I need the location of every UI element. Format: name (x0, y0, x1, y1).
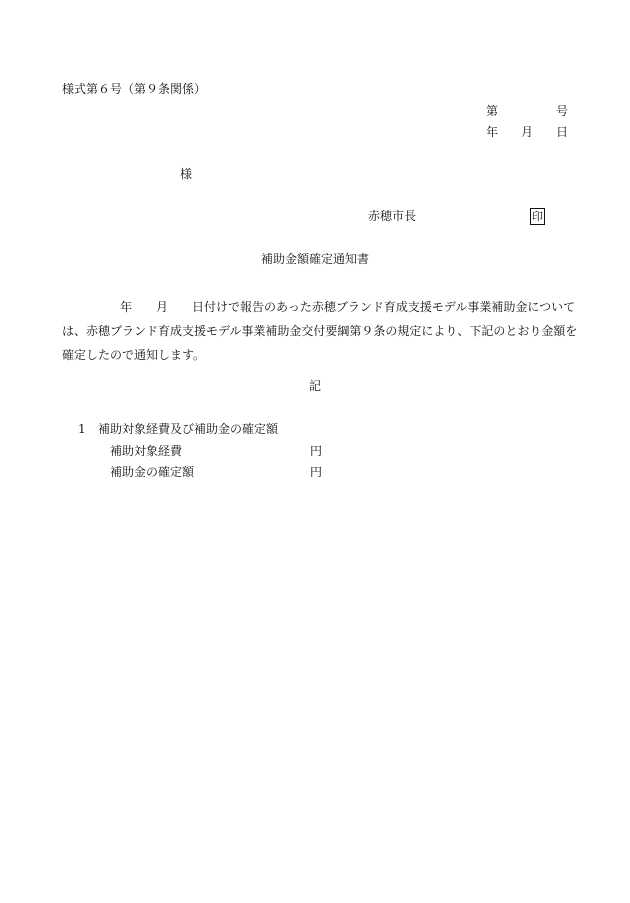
document-number-suffix: 号 (556, 104, 569, 118)
subsidy-eligible-cost-label: 補助対象経費 (110, 444, 183, 458)
body-paragraph (62, 295, 578, 367)
subsidy-confirmed-amount-unit: 円 (310, 465, 323, 479)
date-year-label: 年 (486, 125, 499, 139)
document-number-prefix: 第 (486, 104, 499, 118)
addressee-honorific: 様 (180, 167, 193, 181)
body-line-3: 確定したので通知します。 (62, 348, 206, 362)
body-line-1 (62, 295, 576, 319)
sender-name: 赤穂市長 (368, 209, 417, 223)
subsidy-confirmed-amount-label: 補助金の確定額 (110, 465, 195, 479)
document-title: 補助金額確定通知書 (260, 252, 369, 266)
date-month-label: 月 (521, 125, 534, 139)
subsidy-eligible-cost-unit: 円 (310, 444, 323, 458)
item-heading: 補助対象経費及び補助金の確定額 (98, 422, 279, 436)
ki-heading: 記 (308, 379, 321, 393)
form-number-label: 様式第６号（第９条関係） (62, 82, 207, 96)
body-year-label: 年 (120, 300, 133, 314)
seal-icon: 印 (532, 210, 543, 223)
date-day-label: 日 (556, 125, 569, 139)
body-month-label: 月 (156, 300, 169, 314)
body-line-1-text: 日付けで報告のあった赤穂ブランド育成支援モデル事業補助金について (192, 300, 576, 314)
body-line-2: は、赤穂ブランド育成支援モデル事業補助金交付要綱第９条の規定により、下記のとおり金額を (62, 324, 578, 338)
item-number: 1 (78, 422, 86, 436)
